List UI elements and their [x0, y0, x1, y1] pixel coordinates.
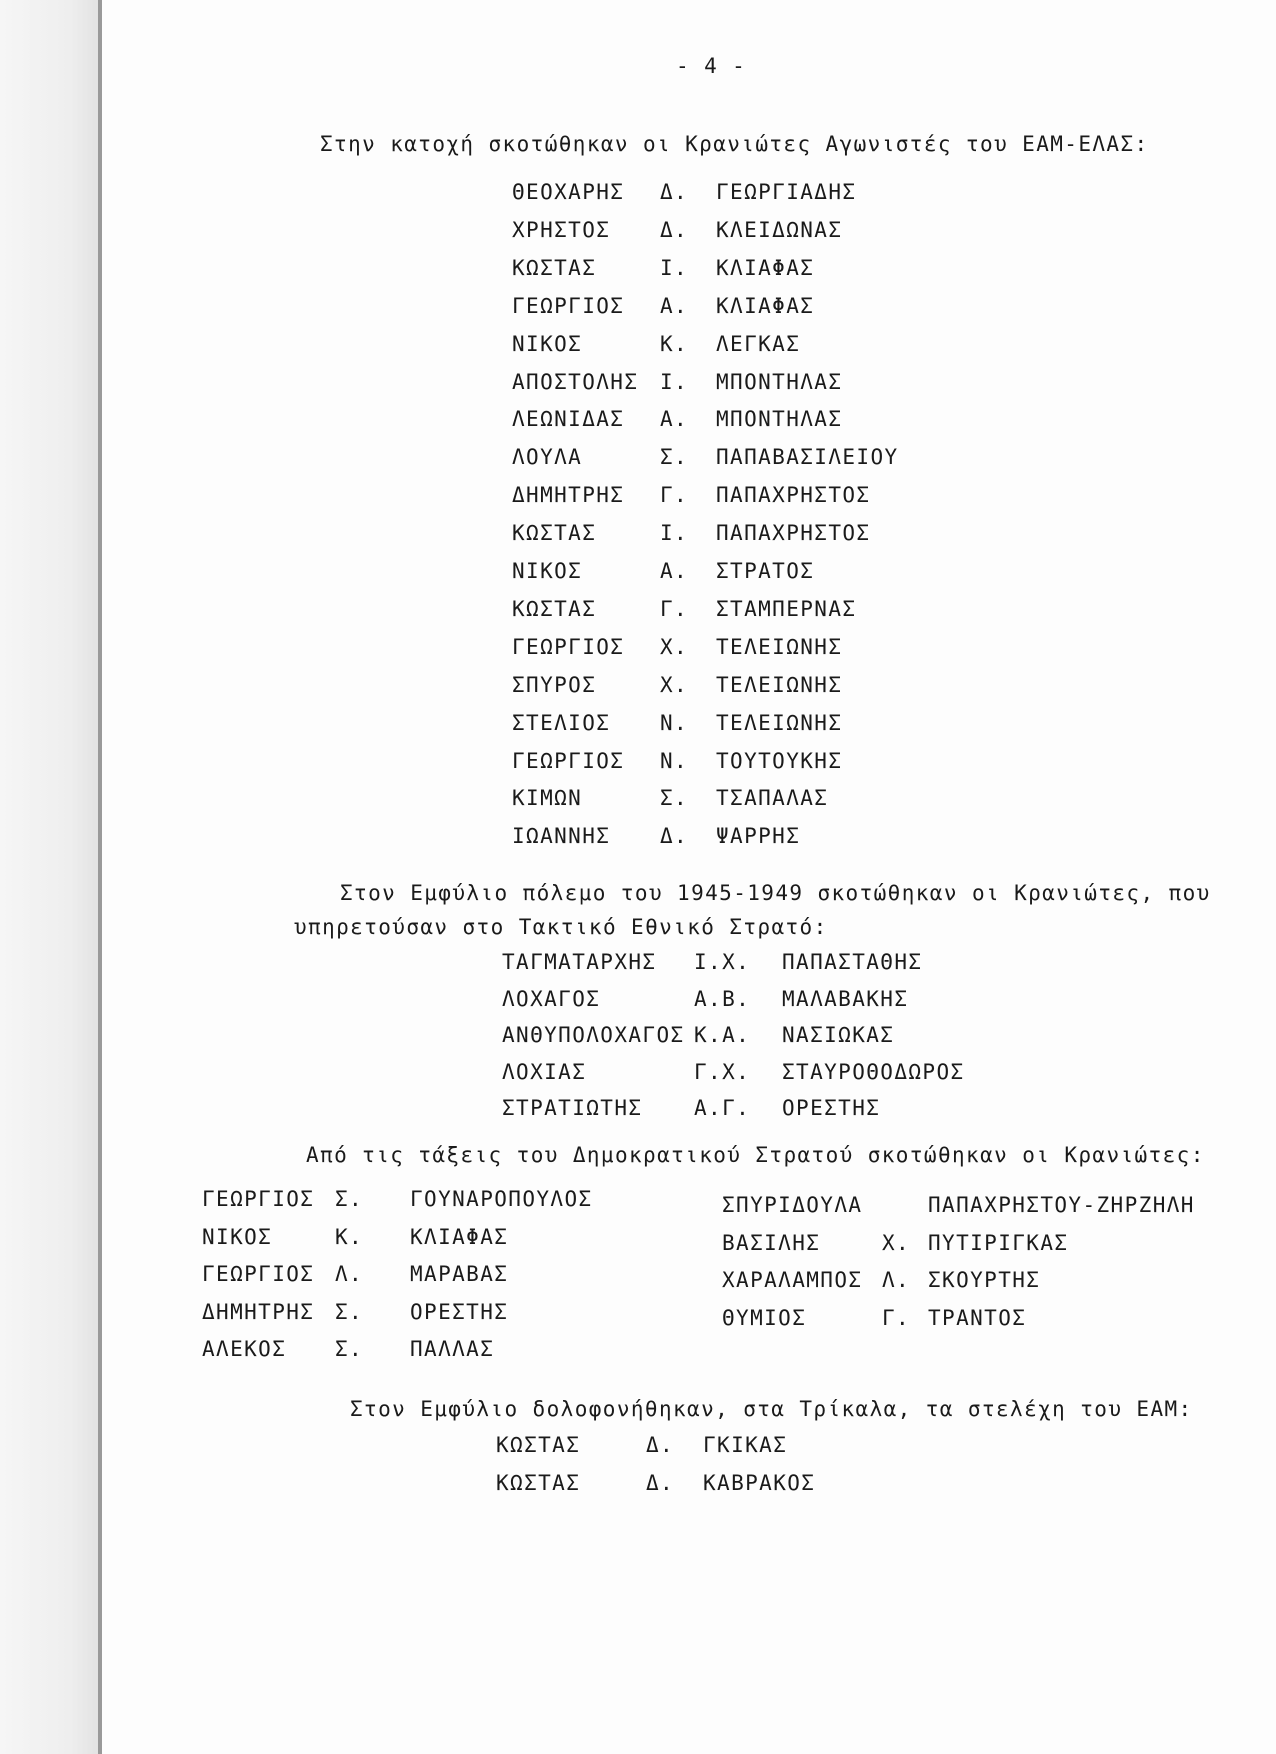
soldier-name-initials: Α.Γ. — [694, 1096, 751, 1121]
democratic-army-name-last: ΠΑΛΛΑΣ — [410, 1337, 495, 1361]
fallen-name-last: ΜΠΟΝΤΗΛΑΣ — [716, 369, 843, 394]
fallen-name-first: ΔΗΜΗΤΡΗΣ — [512, 483, 625, 508]
fallen-name-last: ΤΕΛΕΙΩΝΗΣ — [716, 672, 843, 697]
fallen-name-initial: Ν. — [660, 710, 689, 735]
eam-member-name-first: ΚΩΣΤΑΣ — [496, 1471, 581, 1495]
democratic-army-name-first: ΣΠΥΡΙΔΟΥΛΑ — [722, 1193, 863, 1217]
fallen-name-initial: Χ. — [660, 672, 689, 697]
document-page — [102, 0, 1276, 1754]
democratic-army-name-initial: Σ. — [335, 1299, 364, 1324]
soldier-name-last: ΣΤΑΥΡΟΘΟΔΩΡΟΣ — [782, 1059, 965, 1084]
fallen-name-last: ΚΛΙΑΦΑΣ — [716, 293, 815, 318]
fallen-name-last: ΤΣΑΠΑΛΑΣ — [716, 786, 829, 811]
fallen-name-first: ΑΠΟΣΤΟΛΗΣ — [512, 369, 639, 394]
democratic-army-name-initial: Λ. — [335, 1262, 364, 1286]
democratic-army-name-first: ΝΙΚΟΣ — [202, 1224, 273, 1249]
fallen-name-first: ΛΟΥΛΑ — [512, 445, 583, 470]
democratic-army-name-last: ΤΡΑΝΤΟΣ — [928, 1305, 1027, 1330]
fallen-name-initial: Α. — [660, 559, 689, 583]
democratic-army-name-initial: Κ. — [335, 1224, 364, 1249]
fallen-name-first: ΓΕΩΡΓΙΟΣ — [512, 293, 625, 318]
democratic-army-name-first: ΘΥΜΙΟΣ — [722, 1305, 807, 1330]
soldier-name-last: ΟΡΕΣΤΗΣ — [782, 1096, 881, 1121]
eam-member-name-last: ΓΚΙΚΑΣ — [703, 1433, 788, 1457]
fallen-name-first: ΛΕΩΝΙΔΑΣ — [512, 407, 625, 432]
fallen-name-initial: Ι. — [660, 255, 689, 280]
soldier-name-rank: ΤΑΓΜΑΤΑΡΧΗΣ — [502, 950, 657, 974]
fallen-name-last: ΜΠΟΝΤΗΛΑΣ — [716, 407, 843, 432]
eam-member-name-last: ΚΑΒΡΑΚΟΣ — [703, 1471, 816, 1495]
fallen-name-first: ΚΩΣΤΑΣ — [512, 596, 597, 621]
democratic-army-name-last: ΓΟΥΝΑΡΟΠΟΥΛΟΣ — [410, 1187, 593, 1211]
fallen-name-initial: Ι. — [660, 521, 689, 546]
fallen-name-initial: Σ. — [660, 445, 689, 470]
soldier-name-rank: ΣΤΡΑΤΙΩΤΗΣ — [502, 1096, 643, 1121]
soldier-name-last: ΝΑΣΙΩΚΑΣ — [782, 1023, 895, 1048]
fallen-name-last: ΠΑΠΑΒΑΣΙΛΕΙΟΥ — [716, 445, 899, 470]
democratic-army-name-initial: Λ. — [882, 1268, 911, 1292]
fallen-name-initial: Σ. — [660, 786, 689, 811]
fallen-name-initial: Δ. — [660, 824, 689, 849]
fallen-name-first: ΝΙΚΟΣ — [512, 331, 583, 356]
fallen-name-initial: Ι. — [660, 369, 689, 394]
fallen-name-last: ΠΑΠΑΧΡΗΣΤΟΣ — [716, 521, 871, 546]
fallen-name-initial: Α. — [660, 293, 689, 318]
democratic-army-name-last: ΠΥΤΙΡΙΓΚΑΣ — [928, 1230, 1069, 1255]
fallen-name-last: ΛΕΓΚΑΣ — [716, 331, 801, 356]
democratic-army-name-last: ΣΚΟΥΡΤΗΣ — [928, 1268, 1041, 1292]
democratic-army-name-initial: Χ. — [882, 1230, 911, 1255]
fallen-name-initial: Γ. — [660, 483, 689, 508]
section1-heading: Στην κατοχή σκοτώθηκαν οι Κρανιώτες Αγωνιστές του ΕΑΜ-ΕΛΑΣ: — [320, 132, 1149, 156]
soldier-name-initials: Α.Β. — [694, 986, 751, 1011]
fallen-name-last: ΤΕΛΕΙΩΝΗΣ — [716, 634, 843, 659]
fallen-name-first: ΣΠΥΡΟΣ — [512, 672, 597, 697]
soldier-name-initials: Ι.Χ. — [694, 950, 751, 974]
fallen-name-first: ΓΕΩΡΓΙΟΣ — [512, 634, 625, 659]
soldier-name-last: ΜΑΛΑΒΑΚΗΣ — [782, 986, 909, 1011]
fallen-name-initial: Δ. — [660, 180, 689, 204]
fallen-name-first: ΙΩΑΝΝΗΣ — [512, 824, 611, 849]
democratic-army-name-initial: Γ. — [882, 1305, 911, 1330]
fallen-name-last: ΣΤΡΑΤΟΣ — [716, 559, 815, 583]
fallen-name-first: ΝΙΚΟΣ — [512, 559, 583, 583]
soldier-name-initials: Γ.Χ. — [694, 1059, 751, 1084]
democratic-army-name-first: ΓΕΩΡΓΙΟΣ — [202, 1187, 315, 1211]
fallen-name-last: ΚΛΙΑΦΑΣ — [716, 255, 815, 280]
fallen-name-last: ΚΛΕΙΔΩΝΑΣ — [716, 217, 843, 242]
section2-heading-line1: Στον Εμφύλιο πόλεμο του 1945-1949 σκοτώθηκαν οι Κρανιώτες, που — [340, 881, 1211, 905]
democratic-army-name-last: ΚΛΙΑΦΑΣ — [410, 1224, 509, 1249]
fallen-name-first: ΓΕΩΡΓΙΟΣ — [512, 748, 625, 773]
soldier-name-rank: ΑΝΘΥΠΟΛΟΧΑΓΟΣ — [502, 1023, 685, 1048]
fallen-name-last: ΣΤΑΜΠΕΡΝΑΣ — [716, 596, 857, 621]
democratic-army-name-first: ΓΕΩΡΓΙΟΣ — [202, 1262, 315, 1286]
fallen-name-last: ΨΑΡΡΗΣ — [716, 824, 801, 849]
democratic-army-name-initial: Σ. — [335, 1187, 364, 1211]
eam-member-name-initial: Δ. — [646, 1471, 675, 1495]
fallen-name-first: ΚΩΣΤΑΣ — [512, 255, 597, 280]
soldier-name-initials: Κ.Α. — [694, 1023, 751, 1048]
fallen-name-last: ΤΟΥΤΟΥΚΗΣ — [716, 748, 843, 773]
fallen-name-first: ΣΤΕΛΙΟΣ — [512, 710, 611, 735]
fallen-name-first: ΚΩΣΤΑΣ — [512, 521, 597, 546]
fallen-name-initial: Α. — [660, 407, 689, 432]
scan-left-margin — [0, 0, 100, 1754]
fallen-name-initial: Κ. — [660, 331, 689, 356]
fallen-name-first: ΘΕΟΧΑΡΗΣ — [512, 180, 625, 204]
democratic-army-name-first: ΒΑΣΙΛΗΣ — [722, 1230, 821, 1255]
section3-heading: Από τις τάξεις του Δημοκρατικού Στρατού σκοτώθηκαν οι Κρανιώτες: — [306, 1143, 1205, 1167]
democratic-army-name-last: ΟΡΕΣΤΗΣ — [410, 1299, 509, 1324]
democratic-army-name-first: ΑΛΕΚΟΣ — [202, 1337, 287, 1361]
soldier-name-rank: ΛΟΧΙΑΣ — [502, 1059, 587, 1084]
fallen-name-last: ΤΕΛΕΙΩΝΗΣ — [716, 710, 843, 735]
eam-member-name-first: ΚΩΣΤΑΣ — [496, 1433, 581, 1457]
fallen-name-first: ΧΡΗΣΤΟΣ — [512, 217, 611, 242]
section4-heading: Στον Εμφύλιο δολοφονήθηκαν, στα Τρίκαλα, τα στελέχη του ΕΑΜ: — [350, 1397, 1193, 1421]
democratic-army-name-initial: Σ. — [335, 1337, 364, 1361]
democratic-army-name-first: ΧΑΡΑΛΑΜΠΟΣ — [722, 1268, 863, 1292]
fallen-name-first: ΚΙΜΩΝ — [512, 786, 583, 811]
democratic-army-name-first: ΔΗΜΗΤΡΗΣ — [202, 1299, 315, 1324]
democratic-army-name-last: ΠΑΠΑΧΡΗΣΤΟΥ-ΖΗΡΖΗΛΗ — [928, 1193, 1195, 1217]
fallen-name-initial: Ν. — [660, 748, 689, 773]
fallen-name-last: ΠΑΠΑΧΡΗΣΤΟΣ — [716, 483, 871, 508]
democratic-army-name-last: ΜΑΡΑΒΑΣ — [410, 1262, 509, 1286]
fallen-name-initial: Δ. — [660, 217, 689, 242]
fallen-name-initial: Χ. — [660, 634, 689, 659]
eam-member-name-initial: Δ. — [646, 1433, 675, 1457]
soldier-name-rank: ΛΟΧΑΓΟΣ — [502, 986, 601, 1011]
fallen-name-initial: Γ. — [660, 596, 689, 621]
page-number: - 4 - — [676, 54, 747, 78]
fallen-name-last: ΓΕΩΡΓΙΑΔΗΣ — [716, 180, 857, 204]
section2-heading-line2: υπηρετούσαν στο Τακτικό Εθνικό Στρατό: — [294, 915, 828, 939]
soldier-name-last: ΠΑΠΑΣΤΑΘΗΣ — [782, 950, 923, 974]
